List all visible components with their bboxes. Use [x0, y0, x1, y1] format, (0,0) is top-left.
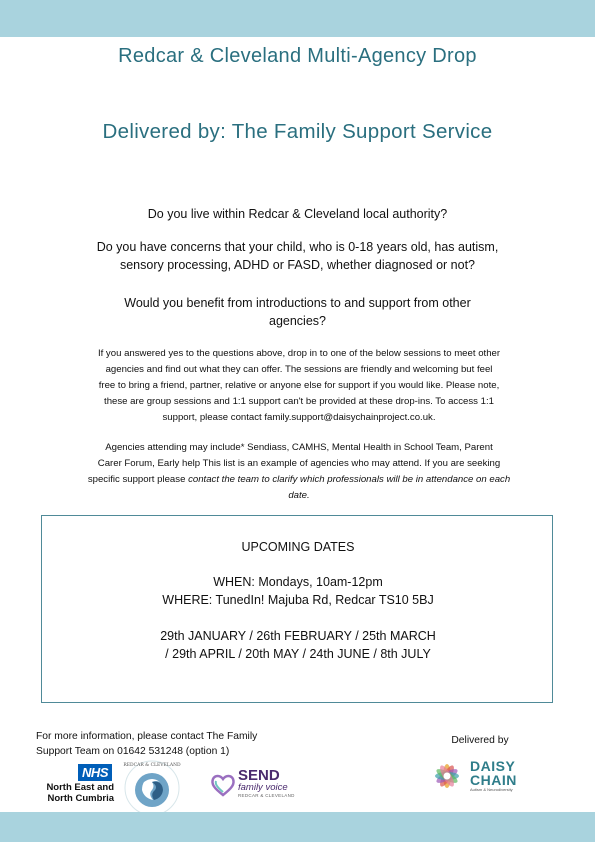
top-band: [0, 0, 595, 37]
agencies-line: Carer Forum, Early help This list is an example of agencies who may attend. If you are seeking: [97, 458, 501, 469]
nhs-badge: NHS: [78, 764, 112, 781]
nhs-region-line-1: North East and: [46, 782, 114, 793]
question-2-line-1: Do you have concerns that your child, who is 0-18 years old, has autism,: [96, 240, 499, 254]
when-text: WHEN: Mondays, 10am-12pm: [213, 575, 383, 589]
question-1: Do you live within Redcar & Cleveland local authority?: [147, 207, 448, 221]
info-line: these are group sessions and 1:1 support can't be provided at these drop-ins. To access 1:1: [104, 396, 494, 407]
question-2: [70, 238, 525, 274]
nhs-region-line-2: North Cumbria: [47, 793, 114, 804]
send-region: REDCAR & CLEVELAND: [238, 793, 295, 798]
agencies-line: [60, 488, 538, 504]
info-line: support, please contact family.support@daisychainproject.co.uk.: [162, 412, 436, 423]
send-title: SEND: [238, 767, 280, 784]
question-3-line-2: agencies?: [269, 314, 326, 328]
agencies-line: [60, 472, 538, 488]
bottom-band: [0, 812, 595, 842]
council-seal-logo: [122, 758, 182, 818]
contact-line-2: Support Team on 01642 531248 (option 1): [36, 746, 230, 757]
council-seal-icon: [122, 758, 182, 818]
page-subtitle: Delivered by: The Family Support Service: [102, 120, 493, 143]
dates-line-2: / 29th APRIL / 20th MAY / 24th JUNE / 8th JULY: [165, 647, 431, 661]
info-line: agencies and find out what they can offer. The sessions are friendly and welcoming but feel: [105, 364, 493, 375]
daisy-chain-tagline: Autism & Neurodiversity: [470, 787, 513, 792]
contact-info: [36, 729, 316, 759]
daisy-chain-name: [470, 759, 517, 787]
dates-line-1: 29th JANUARY / 26th FEBRUARY / 25th MARCH: [160, 629, 436, 643]
page-title: Redcar & Cleveland Multi-Agency Drop: [118, 45, 477, 67]
question-3: [70, 294, 525, 330]
agencies-italic-text: date.: [288, 490, 310, 501]
info-paragraph: [60, 346, 538, 426]
question-2-line-2: sensory processing, ADHD or FASD, whether diagnosed or not?: [119, 258, 476, 272]
daisy-line-2: CHAIN: [470, 772, 517, 788]
agencies-plain-text: specific support please: [87, 474, 189, 485]
agencies-paragraph: [60, 440, 538, 504]
heart-icon: [210, 772, 236, 798]
where-text: WHERE: TunedIn! Majuba Rd, Redcar TS10 5BJ: [162, 593, 434, 607]
dates-heading: UPCOMING DATES: [241, 540, 355, 554]
delivered-by-label: Delivered by: [451, 735, 509, 746]
svg-text:REDCAR & CLEVELAND: REDCAR & CLEVELAND: [123, 763, 181, 768]
daisy-chain-logo: [428, 757, 538, 797]
info-line: free to bring a friend, partner, relative or anyone else for support if you would like. Please note,: [98, 380, 500, 391]
daisy-flower-icon: [428, 757, 466, 795]
info-line: If you answered yes to the questions above, drop in to one of the below sessions to meet other: [97, 348, 501, 359]
nhs-region: [46, 782, 114, 804]
agencies-line: Agencies attending may include* Sendiass, CAMHS, Mental Health in School Team, Parent: [105, 442, 493, 453]
contact-line-1: For more information, please contact The Family: [36, 731, 258, 742]
daisy-line-1: DAISY: [470, 758, 516, 774]
upcoming-dates-box: [41, 515, 553, 703]
agencies-italic-text: contact the team to clarify which professionals will be in attendance on each: [188, 474, 511, 485]
nhs-logo: [36, 764, 116, 808]
question-3-line-1: Would you benefit from introductions to and support from other: [124, 296, 471, 310]
send-subtitle: family voice: [238, 782, 288, 793]
send-family-voice-logo: [210, 768, 320, 802]
